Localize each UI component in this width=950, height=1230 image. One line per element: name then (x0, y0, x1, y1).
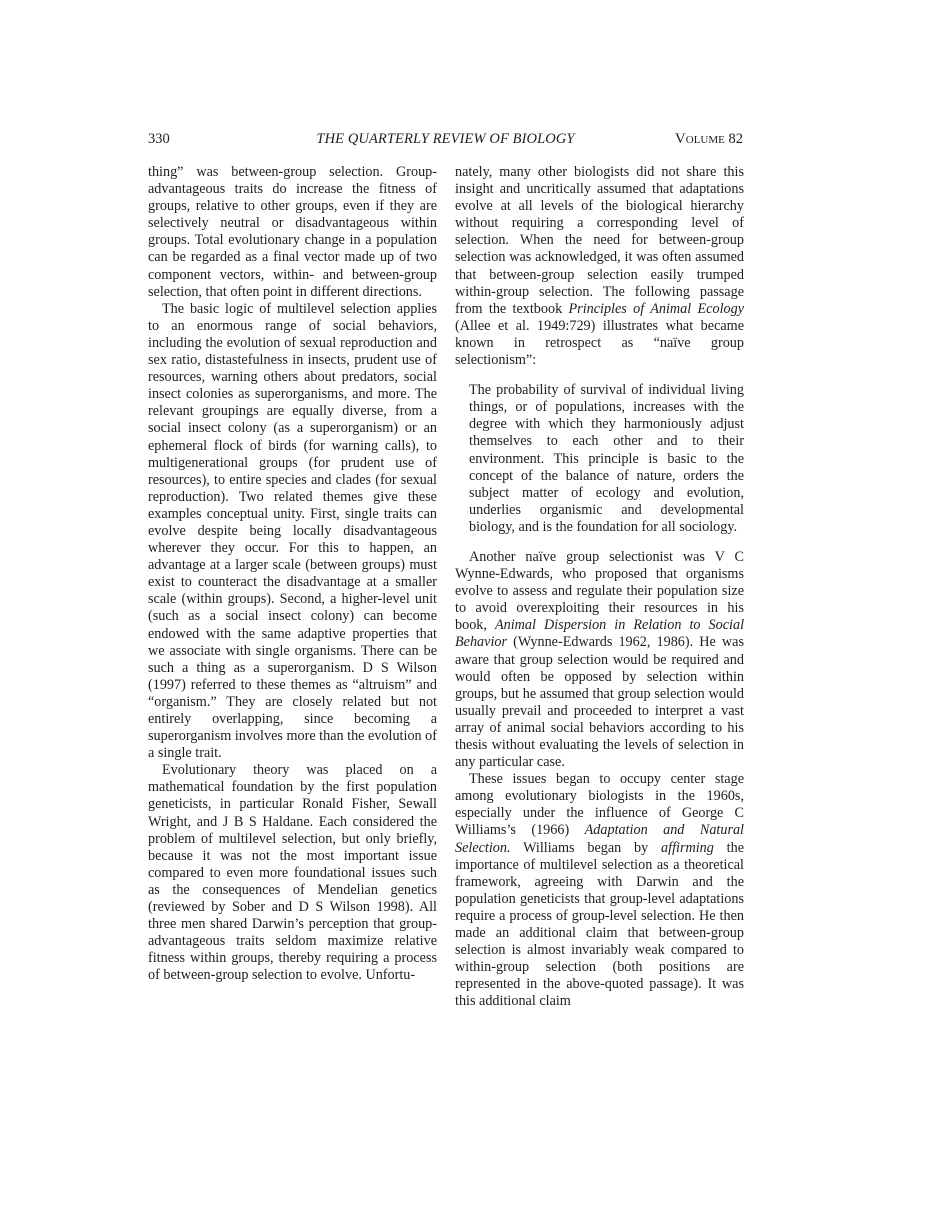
left-paragraph-3: Evolutionary theory was placed on a mathematical foundation by the first population geneticists, in particular Ronald Fisher, Sewall Wright, and J B S Haldane. Each considered the problem of multilevel selection, but only briefly, because it was not the most important issue compared to even more foundational issues such as the consequences of Mendelian genetics (reviewed by Sober and D S Wilson 1998). All three men shared Darwin’s perception that group-advantageous traits seldom maximize relative fitness within groups, thereby requiring a process of between-group selection to evolve. Unfortu- (148, 762, 437, 984)
volume-label (675, 129, 743, 149)
left-paragraph-2: The basic logic of multilevel selection applies to an enormous range of social behaviors, including the evolution of sexual reproduction and sex ratio, distastefulness in insects, prudent use of resources, warning others about predators, social insect colonies as superorganisms, and more. The relevant groupings are equally diverse, from a social insect colony (as a superorganism) or an ephemeral flock of birds (for warning calls), to multigenerational groups (for prudent use of resources), to entire species and clades (for sexual reproduction). Two related themes give these examples conceptual unity. First, single traits can evolve despite being locally disadvantageous wherever they occur. For this to happen, an advantage at a larger scale (between groups) must exist to counteract the disadvantage at a smaller scale (within groups). Second, a higher-level unit (such as a social insect colony) can become endowed with the same adaptive properties that we associate with single organisms. There can be such a thing as a superorganism. D S Wilson (1997) referred to these themes as “altruism” and “organism.” They are closely related but not entirely overlapping, since becoming a superorganism involves more than the evolution of a single trait. (148, 300, 437, 762)
right-p1-text-a: nately, many other biologists did not share this insight and uncritically assumed that adaptations evolve at all levels of the biological hierarchy without requiring a corresponding level of selection. When the need for between-group selection was acknowledged, it was often assumed that between-group selection easily trumped within-group selection. The following passage from the textbook (455, 164, 744, 317)
emphasis-affirming: affirming (661, 839, 714, 856)
right-column (455, 164, 744, 1011)
right-p3-text-b: Williams began by (510, 839, 662, 856)
book-title-williams: Adaptation and Natural Selection. (455, 822, 744, 856)
right-p2-text-b: (Wynne-Edwards 1962, 1986). He was aware that group selection would be required and would often be opposed by selection within groups, but he assumed that group selection would usually prevail and proceeded to interpret a vast array of animal social behaviors according to his thesis without evaluating the levels of selection in any particular case. (455, 634, 744, 771)
left-column (148, 164, 437, 985)
volume-word: Volume (674, 131, 725, 147)
book-title-allee: Principles of Animal Ecology (568, 300, 744, 317)
right-p3-text-a: These issues began to occupy center stage among evolutionary biologists in the 1960s, especially under the influence of George C Williams’s (1966) (455, 771, 744, 839)
block-quote (469, 382, 744, 536)
right-p1-text-b: (Allee et al. 1949:729) illustrates what became known in retrospect as “naïve group selectionism”: (455, 317, 744, 369)
book-title-wynne-edwards: Animal Dispersion in Relation to Social Behavior (455, 617, 745, 651)
right-p3-text-c: the importance of multilevel selection as a theoretical framework, agreeing with Darwin and the population geneticists that group-level adaptations require a process of group-level selection. He then made an additional claim that between-group selection is almost invariably weak compared to within-group selection (both positions are represented in the above-quoted passage). It was this additional claim (455, 839, 744, 1010)
volume-number: 82 (728, 131, 743, 147)
page-number: 330 (148, 131, 170, 147)
left-paragraph-1: thing” was between-group selection. Group-advantageous traits do increase the fitness of groups, relative to other groups, even if they are selectively neutral or disadvantageous within groups. Total evolutionary change in a population can be regarded as a final vector made up of two component vectors, within- and between-group selection, that often point in different directions. (148, 164, 437, 300)
right-p2-text-a: Another naïve group selectionist was V C Wynne-Edwards, who proposed that organisms evolve to assess and regulate their population size to avoid overexploiting their resources in his book, (455, 548, 744, 634)
right-paragraph-2 (455, 549, 744, 771)
running-header (148, 129, 743, 149)
right-paragraph-1 (455, 164, 744, 369)
right-paragraph-3 (455, 771, 744, 1010)
journal-title: THE QUARTERLY REVIEW OF BIOLOGY (316, 131, 575, 147)
block-quote-text: The probability of survival of individual living things, or of populations, increases with the degree with which they harmoniously adjust themselves to each other and to their environment. This principle is basic to the concept of the balance of nature, orders the subject matter of ecology and evolution, underlies organismic and developmental biology, and is the foundation for all sociology. (469, 382, 744, 535)
